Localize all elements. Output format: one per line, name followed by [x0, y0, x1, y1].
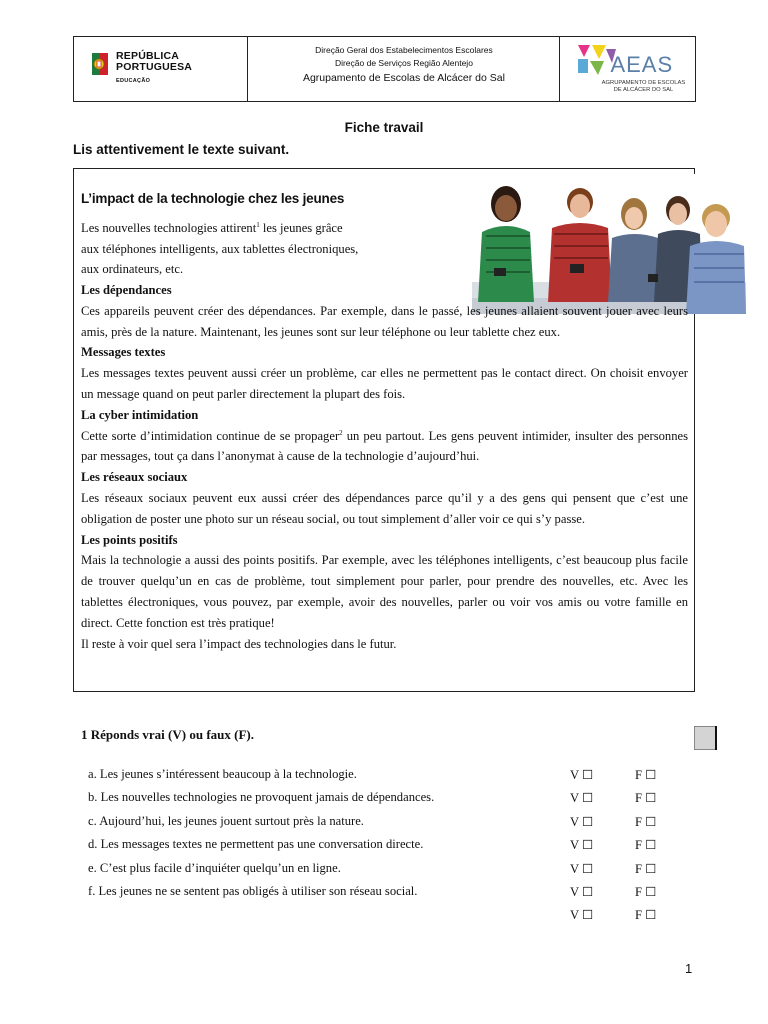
exercise-item-a: [88, 764, 688, 787]
header-center-cell: [248, 37, 560, 101]
true-checkbox[interactable]: V ☐: [570, 791, 594, 806]
false-checkbox[interactable]: F ☐: [635, 838, 657, 853]
intro-line-1: Les nouvelles technologies attirent$^1$ les jeunes grâce: [81, 220, 343, 235]
true-checkbox[interactable]: V ☐: [570, 814, 594, 829]
aeas-wordmark: AEAS: [610, 52, 674, 77]
false-checkbox[interactable]: F ☐: [635, 768, 657, 782]
logo-line-1: REPÚBLICA: [116, 50, 180, 62]
false-checkbox[interactable]: F ☐: [635, 814, 657, 829]
false-checkbox[interactable]: F ☐: [635, 861, 657, 876]
article-intro: [81, 218, 461, 280]
article-title: L’impact de la technologie chez les jeunes: [81, 191, 345, 206]
header-center-line-3: Agrupamento de Escolas de Alcácer do Sal: [302, 72, 505, 84]
section-text-cyber: Cette sorte d’intimidation continue de se propager$^2$ un peu partout. Les gens peuvent intimider, insulter des personnes par messages, tout ça dans l’anonymat à cause de la technologie d’aujourd’hui.: [81, 428, 688, 464]
footnote-1-marker: 1: [256, 220, 260, 229]
exercise-item-c: [88, 811, 688, 834]
true-checkbox[interactable]: V ☐: [570, 861, 594, 876]
true-checkbox[interactable]: V ☐: [570, 768, 594, 782]
logo-line-2: PORTUGUESA: [116, 61, 193, 73]
exercise-item-g: [88, 904, 688, 927]
header-left-cell: [74, 37, 248, 101]
section-heading-cyber: La cyber intimidation: [81, 407, 199, 422]
true-checkbox[interactable]: V ☐: [570, 838, 594, 853]
header-center-line-2: Direção de Serviços Região Alentejo: [334, 58, 473, 68]
false-checkbox[interactable]: F ☐: [635, 908, 657, 923]
section-heading-reseaux: Les réseaux sociaux: [81, 470, 188, 485]
exercise-item-f: [88, 881, 688, 904]
article-closing: Il reste à voir quel sera l’impact des technologies dans le futur.: [81, 636, 397, 651]
exercise-item-d: [88, 834, 688, 857]
false-checkbox[interactable]: F ☐: [635, 884, 657, 899]
section-text-dependances: Ces appareils peuvent créer des dépendances. Par exemple, dans le passé, les jeunes allaient souvent jouer avec leurs amis, près de la nature. Maintenant, les jeunes sont sur leur téléphone ou leur tablette chez eux.: [81, 303, 688, 339]
republica-portuguesa-logo: [90, 51, 192, 87]
aeas-logo-icon: [574, 43, 684, 97]
section-heading-messages: Messages textes: [81, 345, 166, 360]
section-text-positifs: Mais la technologie a aussi des points positifs. Par exemple, avec les téléphones intelligents, c’est beaucoup plus facile de trouver quelqu’un en cas de problème, tout simplement pour parler, pour prendre des nouvelles, etc. Avec les tablettes électroniques, vous pouvez, par exemple, avoir des nouvelles, parler ou voir vos amis ou votre famille en direct. Cette fonction est très pratique!: [81, 553, 688, 630]
exercise-statement: a. Les jeunes s’intéressent beaucoup à la technologie.: [88, 767, 357, 781]
false-checkbox[interactable]: F ☐: [635, 791, 657, 806]
exercise-statement: d. Les messages textes ne permettent pas une conversation directe.: [88, 837, 424, 852]
footnote-2-marker: 2: [339, 428, 343, 437]
header-center-line-1: Direção Geral dos Estabelecimentos Escolares: [315, 45, 493, 55]
answer-box: [694, 726, 716, 750]
logo-line-3: EDUCAÇÃO: [116, 78, 151, 84]
exercise-statement: b. Les nouvelles technologies ne provoquent jamais de dépendances.: [88, 790, 435, 805]
true-checkbox[interactable]: V ☐: [570, 884, 594, 899]
worksheet-instruction: Lis attentivement le texte suivant.: [73, 142, 290, 157]
intro-line-2: aux téléphones intelligents, aux tablettes électroniques,: [81, 241, 359, 256]
exercise-list: [88, 764, 688, 928]
exercise-statement: e. C’est plus facile d’inquiéter quelqu’un en ligne.: [88, 860, 341, 875]
intro-line-3: aux ordinateurs, etc.: [81, 262, 184, 277]
section-heading-dependances: Les dépendances: [81, 283, 172, 297]
article-body: [81, 280, 688, 654]
header-table: [73, 36, 696, 102]
section-text-reseaux: Les réseaux sociaux peuvent eux aussi créer des dépendances parce qu’il y a des gens qui pensent que c’est une obligation de poster une photo sur un réseau social, ou tout simplement d’aller voir ce qui s’y passe.: [81, 490, 688, 526]
exercise-statement: f. Les jeunes ne se sentent pas obligés à utiliser son réseau social.: [88, 883, 418, 898]
exercise-statement: c. Aujourd’hui, les jeunes jouent surtout près la nature.: [88, 813, 364, 828]
worksheet-title: Fiche travail: [344, 120, 424, 135]
republic-emblem-icon: [90, 51, 110, 75]
section-text-messages: Les messages textes peuvent aussi créer un problème, car elles ne permettent pas le contact direct. On choisit envoyer un message quand on peut parler directement la plupart des fois.: [81, 366, 688, 401]
page-number: 1: [685, 961, 693, 976]
exercise-item-e: [88, 858, 688, 881]
aeas-subtitle: AGRUPAMENTO DE ESCOLAS DE ALCÁCER DO SAL: [601, 80, 686, 93]
exercise-item-b: [88, 787, 688, 810]
header-right-cell: [560, 37, 695, 101]
exercise-title: 1 Réponds vrai (V) ou faux (F).: [81, 727, 254, 742]
true-checkbox[interactable]: V ☐: [570, 908, 594, 923]
section-heading-positifs: Les points positifs: [81, 532, 178, 547]
